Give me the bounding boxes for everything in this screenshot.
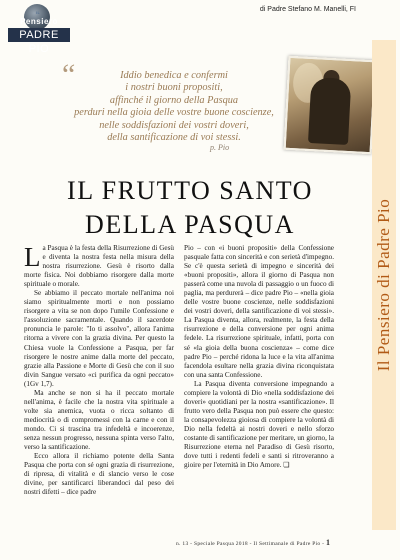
paragraph: Pio – con «i buoni propositi» della Confessione pasquale fatta con sincerità e con serietà d'impegno. Se c'è questa serietà di impegno e sincerità dei «buoni propositi», allora il giorno di Pasqua non passerà come una nuvola di passaggio o un fuoco di paglia, ma perdurerà – dice padre Pio – «nella gioia delle vostre buone coscienze, nelle soddisfazioni dei vostri doveri, della santificazione di voi stessi». La Pasqua diventa, allora, realmente, la festa della risurrezione e della conversione per ogni anima fedele. La risurrezione spirituale, infatti, porta con sé «la gioia della buona coscienza» – come dice padre Pio – perché ridona la luce e la vita all'anima facendola esultare nella grazia divina riconquistata con una santa Confessione.: [184, 244, 334, 379]
paragraph-text: La Pasqua diventa conversione impegnando a compiere la volontà di Dio «nella soddisfazione dei doveri» quotidiani per la nostra «santificazione». Il frutto vero della Pasqua non può essere che questo: la consapevolezza gioiosa di compiere la volontà di Dio nella fedeltà ai nostri doveri e nello sforzo costante di santificazione per meritare, un giorno, la Risurrezione eterna nel Paradiso di Gesù risorto, dove tutti i redenti fedeli e santi si ritroveranno a gioire per l'eternità in Dio Amore.: [184, 379, 334, 470]
drop-cap: L: [24, 242, 41, 272]
logo-top-text: IL: [35, 10, 41, 15]
paragraph: Ecco allora il richiamo potente della Santa Pasqua che porta con sé ogni grazia di risurrezione, di ripresa, di vitalità e di slancio verso le cose divine, per santificarci liberandoci dal peso dei nostri difetti – dice padre: [24, 452, 174, 497]
quote-line: perduri nella gioia delle vostre buone coscienze,: [74, 107, 274, 119]
magazine-logo: [6, 4, 70, 55]
paragraph: [184, 380, 334, 470]
logo-pensiero-text: Pensiero: [20, 17, 58, 26]
page-number: 1: [325, 538, 331, 547]
article-column-2: [184, 244, 334, 470]
article-column-1: [24, 244, 174, 497]
quote-line: della santificazione di voi stessi.: [107, 132, 241, 144]
photo-figure: [308, 77, 351, 145]
paragraph-text: a Pasqua è la festa della Risurrezione di Gesù e diventa la nostra festa nella misura della nostra risurrezione. Gesù è risorto dalla morte fisica. Noi dobbiamo risorgere dalla morte spirituale o morale.: [24, 244, 174, 289]
padre-pio-quote: [64, 70, 284, 144]
sidebar-title: Il Pensiero di Padre Pio: [374, 198, 393, 372]
author-byline: di Padre Stefano M. Manelli, FI: [259, 6, 356, 13]
quote-mark-icon: “: [62, 58, 76, 91]
title-line-1: IL FRUTTO SANTO: [67, 176, 313, 205]
logo-name-text: PADRE PIO: [8, 28, 70, 42]
quote-line: i nostri buoni propositi,: [125, 82, 223, 94]
quote-line: affinché il giorno della Pasqua: [109, 94, 239, 106]
paragraph: [24, 244, 174, 289]
footer-text: n. 13 - Speciale Pasqua 2018 - Il Settimanale di Padre Pio -: [176, 541, 325, 547]
article-title: [20, 174, 360, 242]
paragraph: Se abbiamo il peccato mortale nell'anima noi siamo spiritualmente morti e non possiamo risorgere a vita se non dopo l'umile Confessione e l'assoluzione sacramentale. Quando il sacerdote pronuncia le parole: "Io ti assolvo", allora l'anima ritorna a vivere con la grazia divina. Per questo la Chiesa vuole la Confessione a Pasqua, per far risorgere le nostre anime dalla morte del peccato, grazie alla Passione e Morte di Gesù che con il suo divin Sangue versato «ci purifica da ogni peccato» (1Gv 1,7).: [24, 289, 174, 388]
title-line-2: DELLA PASQUA: [85, 210, 295, 239]
signature: p. Pio: [210, 143, 230, 152]
quote-line: Iddio benedica e confermi: [120, 70, 228, 81]
padre-pio-photo: [284, 56, 377, 154]
paragraph: Ma anche se non si ha il peccato mortale nell'anima, è facile che la nostra vita spirituale a volte sia anemica, vuota o ricca soltanto di mediocrità o di compromessi con la carne e con il mondo. Ci si trascina tra infedeltà e incoerenze, senza nessun progresso, nessuna spinta verso l'alto, verso la santificazione.: [24, 388, 174, 452]
page-footer: [176, 538, 366, 547]
end-mark-icon: ❏: [283, 461, 290, 470]
quote-line: nelle soddisfazioni dei vostri doveri,: [99, 119, 249, 131]
